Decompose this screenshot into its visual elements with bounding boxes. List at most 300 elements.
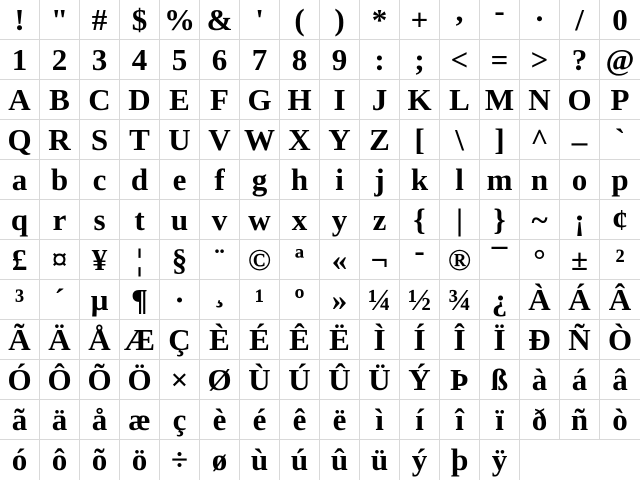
- glyph-cell[interactable]: [80, 440, 120, 480]
- glyph-cell[interactable]: [360, 0, 400, 40]
- glyph-cell[interactable]: [480, 280, 520, 320]
- glyph: ã: [11, 401, 28, 437]
- glyph-cell[interactable]: [520, 40, 560, 80]
- glyph: P: [610, 81, 630, 117]
- glyph-cell[interactable]: [280, 360, 320, 400]
- glyph: õ: [91, 442, 108, 477]
- glyph: o: [571, 161, 588, 197]
- glyph-cell[interactable]: [80, 0, 120, 40]
- glyph-cell[interactable]: [600, 240, 640, 280]
- glyph: ì: [375, 401, 384, 437]
- glyph-cell[interactable]: [400, 40, 440, 80]
- glyph: &: [206, 1, 233, 37]
- glyph: 4: [131, 41, 148, 77]
- glyph: 1: [11, 41, 28, 77]
- glyph: ú: [290, 442, 309, 477]
- glyph-cell[interactable]: [200, 120, 240, 160]
- glyph: Ä: [48, 321, 71, 357]
- glyph-cell[interactable]: [480, 400, 520, 440]
- glyph: l: [455, 161, 464, 197]
- glyph-cell[interactable]: [120, 440, 160, 480]
- glyph-cell[interactable]: [320, 0, 360, 40]
- glyph-cell[interactable]: [40, 80, 80, 120]
- glyph-cell[interactable]: [280, 40, 320, 80]
- glyph-cell[interactable]: [440, 200, 480, 240]
- glyph: p: [611, 161, 629, 197]
- glyph-cell[interactable]: [480, 160, 520, 200]
- glyph-cell[interactable]: [40, 120, 80, 160]
- glyph-cell[interactable]: [400, 232, 440, 280]
- glyph: å: [91, 401, 108, 437]
- glyph-cell[interactable]: [80, 320, 120, 360]
- glyph-cell[interactable]: [160, 80, 200, 120]
- glyph: Í: [413, 321, 426, 357]
- glyph: Z: [369, 121, 390, 157]
- glyph-cell[interactable]: [160, 200, 200, 240]
- glyph-cell[interactable]: [440, 40, 480, 80]
- glyph-cell[interactable]: [0, 440, 40, 480]
- glyph: I: [333, 81, 346, 117]
- glyph: ¸: [214, 272, 225, 308]
- glyph-cell[interactable]: [200, 0, 240, 40]
- glyph-cell[interactable]: [520, 80, 560, 120]
- glyph-cell[interactable]: [280, 160, 320, 200]
- glyph-cell[interactable]: [560, 0, 600, 40]
- glyph: ô: [51, 442, 68, 477]
- glyph-cell[interactable]: [600, 280, 640, 320]
- glyph-cell[interactable]: [120, 40, 160, 80]
- glyph-cell[interactable]: [520, 160, 560, 200]
- glyph-cell[interactable]: [360, 440, 400, 480]
- glyph-cell[interactable]: [360, 240, 400, 280]
- glyph-cell[interactable]: [80, 200, 120, 240]
- glyph-cell[interactable]: [400, 80, 440, 120]
- glyph-cell[interactable]: [520, 0, 560, 40]
- glyph-cell[interactable]: [40, 280, 80, 320]
- glyph: C: [88, 81, 111, 117]
- glyph-cell[interactable]: [80, 400, 120, 440]
- glyph-cell[interactable]: [560, 320, 600, 360]
- glyph-cell[interactable]: [0, 160, 40, 200]
- glyph-cell[interactable]: [200, 160, 240, 200]
- glyph-cell[interactable]: [320, 400, 360, 440]
- glyph: ö: [131, 442, 148, 477]
- glyph: Þ: [450, 361, 469, 397]
- glyph-cell[interactable]: [320, 320, 360, 360]
- glyph-cell[interactable]: [280, 0, 320, 40]
- glyph-cell[interactable]: [440, 360, 480, 400]
- glyph-cell[interactable]: [320, 160, 360, 200]
- glyph: j: [374, 161, 385, 197]
- glyph-cell[interactable]: [120, 240, 160, 280]
- glyph-cell[interactable]: [40, 360, 80, 400]
- glyph-cell[interactable]: [480, 0, 520, 40]
- glyph-cell[interactable]: [400, 360, 440, 400]
- glyph-cell[interactable]: [560, 160, 600, 200]
- glyph-cell[interactable]: [240, 200, 280, 240]
- glyph-cell[interactable]: [40, 320, 80, 360]
- glyph-cell[interactable]: [440, 160, 480, 200]
- glyph: Ç: [168, 321, 191, 357]
- glyph-cell[interactable]: [320, 240, 360, 280]
- glyph: ;: [414, 41, 425, 77]
- glyph: ©: [247, 241, 272, 277]
- glyph: <: [450, 41, 469, 77]
- glyph: æ: [128, 401, 151, 437]
- glyph-cell[interactable]: [240, 40, 280, 80]
- glyph-cell[interactable]: [40, 400, 80, 440]
- glyph-cell[interactable]: [400, 280, 440, 320]
- glyph-cell[interactable]: [80, 40, 120, 80]
- glyph-cell[interactable]: [280, 80, 320, 120]
- glyph: ¥: [91, 241, 108, 277]
- glyph: Ï: [493, 321, 506, 357]
- glyph: [: [414, 121, 425, 157]
- glyph-cell[interactable]: [600, 120, 640, 160]
- glyph-cell[interactable]: [400, 320, 440, 360]
- glyph: à: [531, 361, 548, 397]
- glyph: .: [535, 0, 544, 28]
- glyph-cell[interactable]: [280, 120, 320, 160]
- glyph-cell[interactable]: [600, 160, 640, 200]
- glyph: D: [128, 81, 151, 117]
- glyph: T: [129, 121, 150, 157]
- glyph: (: [294, 1, 305, 37]
- glyph: a: [11, 161, 28, 197]
- glyph-cell[interactable]: [80, 160, 120, 200]
- glyph: ¨: [214, 241, 225, 277]
- glyph-cell[interactable]: [280, 320, 320, 360]
- glyph: ð: [531, 401, 548, 437]
- glyph-cell[interactable]: [280, 240, 320, 280]
- glyph: ,: [455, 0, 464, 28]
- glyph: k: [410, 161, 429, 197]
- glyph-cell[interactable]: [320, 40, 360, 80]
- glyph: O: [567, 81, 592, 117]
- glyph-cell[interactable]: [160, 280, 200, 320]
- glyph: â: [612, 361, 628, 397]
- glyph-cell[interactable]: [200, 200, 240, 240]
- glyph: U: [168, 121, 191, 157]
- glyph-cell[interactable]: [160, 40, 200, 80]
- glyph-cell[interactable]: [320, 440, 360, 480]
- glyph: ò: [612, 401, 628, 437]
- glyph-cell[interactable]: [0, 40, 40, 80]
- glyph-cell[interactable]: [80, 360, 120, 400]
- glyph: ´: [54, 281, 65, 317]
- glyph-cell[interactable]: [480, 40, 520, 80]
- glyph: Ö: [127, 361, 152, 397]
- glyph: W: [244, 121, 275, 157]
- glyph-cell[interactable]: [0, 120, 40, 160]
- glyph-cell[interactable]: [440, 400, 480, 440]
- glyph-cell[interactable]: [160, 320, 200, 360]
- glyph-cell[interactable]: [600, 40, 640, 80]
- glyph-cell[interactable]: [240, 240, 280, 280]
- glyph-cell[interactable]: [120, 400, 160, 440]
- glyph-cell[interactable]: [0, 240, 40, 280]
- glyph-cell[interactable]: [120, 160, 160, 200]
- glyph: S: [90, 121, 109, 157]
- glyph-cell[interactable]: [0, 80, 40, 120]
- glyph-cell[interactable]: [120, 280, 160, 320]
- glyph: %: [164, 1, 195, 37]
- glyph-cell[interactable]: [280, 200, 320, 240]
- glyph: È: [209, 321, 230, 357]
- glyph-cell[interactable]: [40, 40, 80, 80]
- glyph-cell[interactable]: [600, 320, 640, 360]
- glyph-cell[interactable]: [160, 400, 200, 440]
- glyph: ê: [292, 401, 307, 437]
- glyph-cell[interactable]: [520, 240, 560, 280]
- glyph: ¯: [491, 241, 508, 277]
- glyph: G: [247, 81, 272, 117]
- glyph-cell[interactable]: [520, 200, 560, 240]
- glyph: ¿: [491, 281, 508, 317]
- glyph-cell[interactable]: [0, 400, 40, 440]
- glyph-cell[interactable]: [240, 280, 280, 320]
- glyph: @: [605, 41, 635, 77]
- glyph: Æ: [124, 321, 155, 357]
- glyph: ¾: [447, 281, 472, 317]
- glyph-cell[interactable]: [440, 280, 480, 320]
- glyph: Ô: [47, 361, 72, 397]
- charmap-row: [0, 200, 640, 240]
- charmap-row: [0, 320, 640, 360]
- glyph-cell[interactable]: [440, 80, 480, 120]
- glyph-cell[interactable]: [40, 160, 80, 200]
- glyph: è: [212, 401, 227, 437]
- glyph: À: [528, 281, 551, 317]
- glyph-cell[interactable]: [440, 0, 480, 40]
- glyph-cell[interactable]: [560, 360, 600, 400]
- glyph: ~: [531, 201, 548, 237]
- glyph-cell[interactable]: [400, 400, 440, 440]
- glyph-cell[interactable]: [360, 80, 400, 120]
- glyph: A: [8, 81, 31, 117]
- glyph-cell[interactable]: [240, 360, 280, 400]
- glyph-cell[interactable]: [200, 272, 240, 320]
- glyph-cell[interactable]: [520, 280, 560, 320]
- glyph: 8: [291, 41, 308, 77]
- glyph-cell[interactable]: [560, 240, 600, 280]
- glyph-cell[interactable]: [120, 80, 160, 120]
- glyph: N: [528, 81, 551, 117]
- glyph-cell[interactable]: [120, 320, 160, 360]
- glyph: M: [484, 81, 515, 117]
- glyph: L: [449, 81, 470, 117]
- glyph-cell[interactable]: [440, 320, 480, 360]
- glyph-cell[interactable]: [440, 120, 480, 160]
- glyph: É: [249, 321, 270, 357]
- glyph-cell[interactable]: [360, 200, 400, 240]
- glyph-cell[interactable]: [360, 400, 400, 440]
- glyph: ¢: [612, 201, 628, 237]
- glyph-cell[interactable]: [0, 0, 40, 40]
- glyph: F: [210, 81, 229, 117]
- glyph-cell[interactable]: [280, 440, 320, 480]
- glyph: ½: [407, 281, 432, 317]
- glyph-cell[interactable]: [80, 280, 120, 320]
- glyph: û: [330, 442, 349, 477]
- glyph-cell[interactable]: [320, 360, 360, 400]
- glyph-cell[interactable]: [440, 240, 480, 280]
- glyph-cell[interactable]: [520, 320, 560, 360]
- glyph-cell[interactable]: [160, 360, 200, 400]
- glyph-cell[interactable]: [320, 80, 360, 120]
- glyph: ¤: [51, 241, 68, 277]
- glyph: °: [533, 241, 546, 277]
- glyph-cell[interactable]: [240, 160, 280, 200]
- glyph-cell[interactable]: [480, 80, 520, 120]
- glyph-cell[interactable]: [600, 80, 640, 120]
- charmap-row: [0, 440, 640, 480]
- glyph: ø: [211, 442, 228, 477]
- glyph: u: [170, 201, 189, 237]
- glyph-cell[interactable]: [360, 120, 400, 160]
- glyph: `: [614, 121, 626, 157]
- glyph-cell[interactable]: [200, 320, 240, 360]
- glyph-cell[interactable]: [520, 400, 560, 440]
- glyph-cell[interactable]: [480, 240, 520, 280]
- glyph: Å: [88, 321, 111, 357]
- glyph-cell[interactable]: [360, 280, 400, 320]
- glyph-cell[interactable]: [120, 360, 160, 400]
- glyph: V: [208, 121, 231, 157]
- glyph-cell[interactable]: [0, 320, 40, 360]
- glyph: K: [407, 81, 432, 117]
- glyph: Ó: [7, 361, 32, 397]
- glyph-cell[interactable]: [280, 280, 320, 320]
- glyph: ¼: [367, 281, 392, 317]
- glyph-cell[interactable]: [200, 400, 240, 440]
- glyph: q: [10, 201, 29, 237]
- glyph-cell[interactable]: [400, 0, 440, 40]
- glyph-cell[interactable]: [480, 200, 520, 240]
- glyph-cell[interactable]: [480, 120, 520, 160]
- glyph: í: [415, 401, 424, 437]
- glyph-cell[interactable]: [240, 440, 280, 480]
- glyph-cell[interactable]: [600, 400, 640, 440]
- glyph-cell[interactable]: [360, 160, 400, 200]
- glyph-cell[interactable]: [120, 200, 160, 240]
- glyph-cell[interactable]: [480, 440, 520, 480]
- glyph-cell[interactable]: [360, 320, 400, 360]
- glyph: X: [288, 121, 311, 157]
- glyph-cell[interactable]: [240, 320, 280, 360]
- glyph: ï: [495, 401, 504, 437]
- glyph: ë: [332, 401, 347, 437]
- glyph: ¦: [136, 241, 143, 277]
- glyph: f: [214, 161, 225, 197]
- glyph: ·: [174, 281, 185, 317]
- glyph: |: [456, 201, 463, 237]
- glyph: $: [131, 1, 148, 37]
- glyph-cell[interactable]: [560, 200, 600, 240]
- glyph-cell[interactable]: [320, 120, 360, 160]
- glyph-cell[interactable]: [40, 240, 80, 280]
- glyph: 3: [91, 41, 108, 77]
- glyph-cell[interactable]: [0, 280, 40, 320]
- glyph: \: [455, 121, 464, 157]
- glyph-cell[interactable]: [480, 320, 520, 360]
- empty-cell: [520, 440, 560, 480]
- glyph-cell[interactable]: [280, 400, 320, 440]
- glyph-cell[interactable]: [120, 0, 160, 40]
- glyph-cell[interactable]: [240, 120, 280, 160]
- glyph-cell[interactable]: [600, 360, 640, 400]
- glyph-cell[interactable]: [240, 400, 280, 440]
- glyph: ×: [170, 361, 189, 397]
- glyph-cell[interactable]: [440, 440, 480, 480]
- glyph-cell[interactable]: [520, 120, 560, 160]
- glyph-cell[interactable]: [40, 0, 80, 40]
- glyph-cell[interactable]: [600, 0, 640, 40]
- glyph-cell[interactable]: [400, 120, 440, 160]
- glyph-cell[interactable]: [80, 240, 120, 280]
- glyph-cell[interactable]: [120, 120, 160, 160]
- glyph-cell[interactable]: [200, 440, 240, 480]
- glyph-cell[interactable]: [160, 240, 200, 280]
- glyph-cell[interactable]: [200, 40, 240, 80]
- glyph-cell[interactable]: [320, 200, 360, 240]
- glyph: Á: [568, 281, 591, 317]
- glyph-cell[interactable]: [160, 440, 200, 480]
- glyph-cell[interactable]: [320, 280, 360, 320]
- glyph-cell[interactable]: [0, 360, 40, 400]
- glyph: E: [169, 81, 190, 117]
- glyph-cell[interactable]: [40, 440, 80, 480]
- glyph-cell[interactable]: [80, 120, 120, 160]
- glyph-cell[interactable]: [160, 120, 200, 160]
- glyph: ]: [494, 121, 505, 157]
- glyph-cell[interactable]: [560, 40, 600, 80]
- glyph-cell[interactable]: [400, 160, 440, 200]
- glyph-cell[interactable]: [560, 112, 600, 160]
- glyph-cell[interactable]: [160, 0, 200, 40]
- glyph: Ý: [408, 361, 431, 397]
- glyph: »: [331, 281, 348, 317]
- glyph-cell[interactable]: [400, 440, 440, 480]
- glyph: µ: [90, 281, 109, 317]
- glyph: }: [493, 201, 506, 237]
- glyph: Ì: [373, 321, 386, 357]
- glyph-cell[interactable]: [560, 400, 600, 440]
- glyph: Õ: [87, 361, 112, 397]
- glyph: m: [486, 161, 513, 197]
- glyph-cell[interactable]: [480, 360, 520, 400]
- glyph-cell[interactable]: [240, 0, 280, 40]
- glyph-cell[interactable]: [160, 160, 200, 200]
- glyph-cell[interactable]: [200, 80, 240, 120]
- charmap-row: [0, 112, 640, 160]
- glyph-cell[interactable]: [40, 200, 80, 240]
- glyph: b: [50, 161, 69, 197]
- glyph-cell[interactable]: [240, 80, 280, 120]
- glyph-cell[interactable]: [520, 360, 560, 400]
- glyph-cell[interactable]: [600, 200, 640, 240]
- glyph-cell[interactable]: [360, 40, 400, 80]
- charmap-row: [0, 40, 640, 80]
- glyph: d: [130, 161, 149, 197]
- glyph-cell[interactable]: [200, 360, 240, 400]
- glyph-cell[interactable]: [0, 200, 40, 240]
- glyph-cell[interactable]: [360, 360, 400, 400]
- glyph-cell[interactable]: [80, 80, 120, 120]
- glyph-cell[interactable]: [560, 280, 600, 320]
- glyph: ): [334, 1, 345, 37]
- glyph: Ñ: [568, 321, 591, 357]
